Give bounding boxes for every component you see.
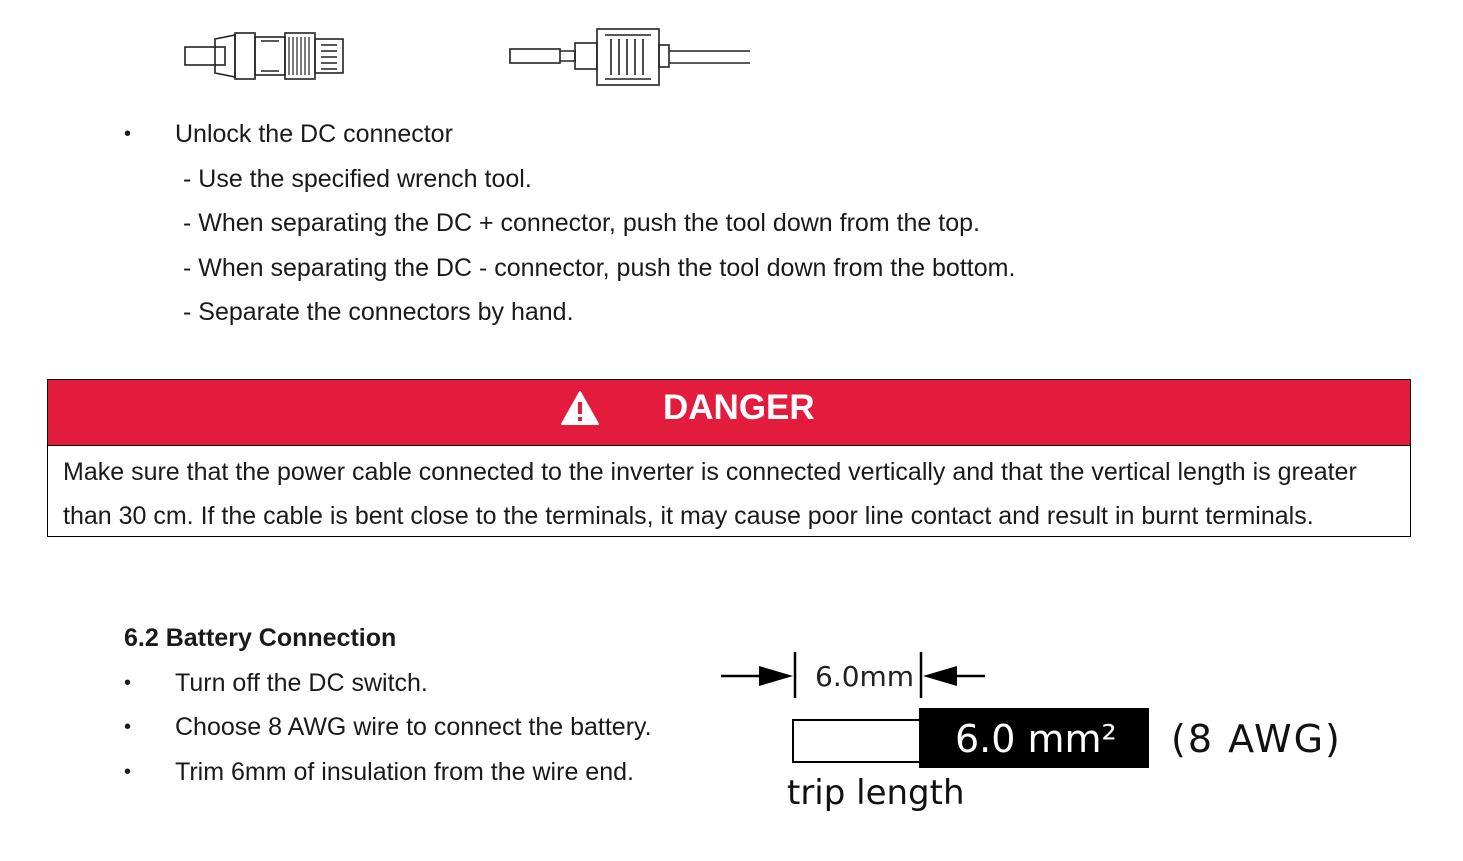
battery-step: Choose 8 AWG wire to connect the battery.	[175, 713, 652, 741]
bullet: •	[124, 123, 132, 145]
bullet: •	[124, 761, 132, 783]
strip-length-label: trip length	[787, 773, 965, 813]
unlock-step: - Use the specified wrench tool.	[183, 165, 532, 193]
danger-message	[63, 450, 1403, 538]
danger-title: DANGER	[663, 388, 815, 427]
unlock-step: - Separate the connectors by hand.	[183, 298, 574, 326]
wire-gauge-label: (8 AWG)	[1171, 717, 1342, 761]
unlock-step: - When separating the DC - connector, push the tool down from the bottom.	[183, 254, 1016, 282]
wire-strip-diagram	[715, 640, 1355, 820]
bullet: •	[124, 672, 132, 694]
strip-dimension: 6.0mm	[815, 660, 915, 693]
wire-size-label: 6.0 mm²	[955, 717, 1117, 761]
unlock-step: - When separating the DC + connector, push the tool down from the top.	[183, 209, 980, 237]
danger-header	[48, 380, 1410, 446]
danger-line: Make sure that the power cable connected to the inverter is connected vertically and that the vertical length is greater	[63, 458, 1357, 486]
bullet: •	[124, 716, 132, 738]
danger-line: than 30 cm. If the cable is bent close to the terminals, it may cause poor line contact and result in burnt terminals.	[63, 502, 1314, 530]
danger-box	[47, 379, 1411, 537]
unlock-heading: Unlock the DC connector	[175, 120, 453, 148]
section-title: 6.2 Battery Connection	[124, 624, 397, 652]
warning-triangle-icon	[560, 390, 600, 428]
battery-step: Trim 6mm of insulation from the wire end.	[175, 758, 634, 786]
dc-connector-illustration	[175, 15, 775, 95]
battery-step: Turn off the DC switch.	[175, 669, 428, 697]
